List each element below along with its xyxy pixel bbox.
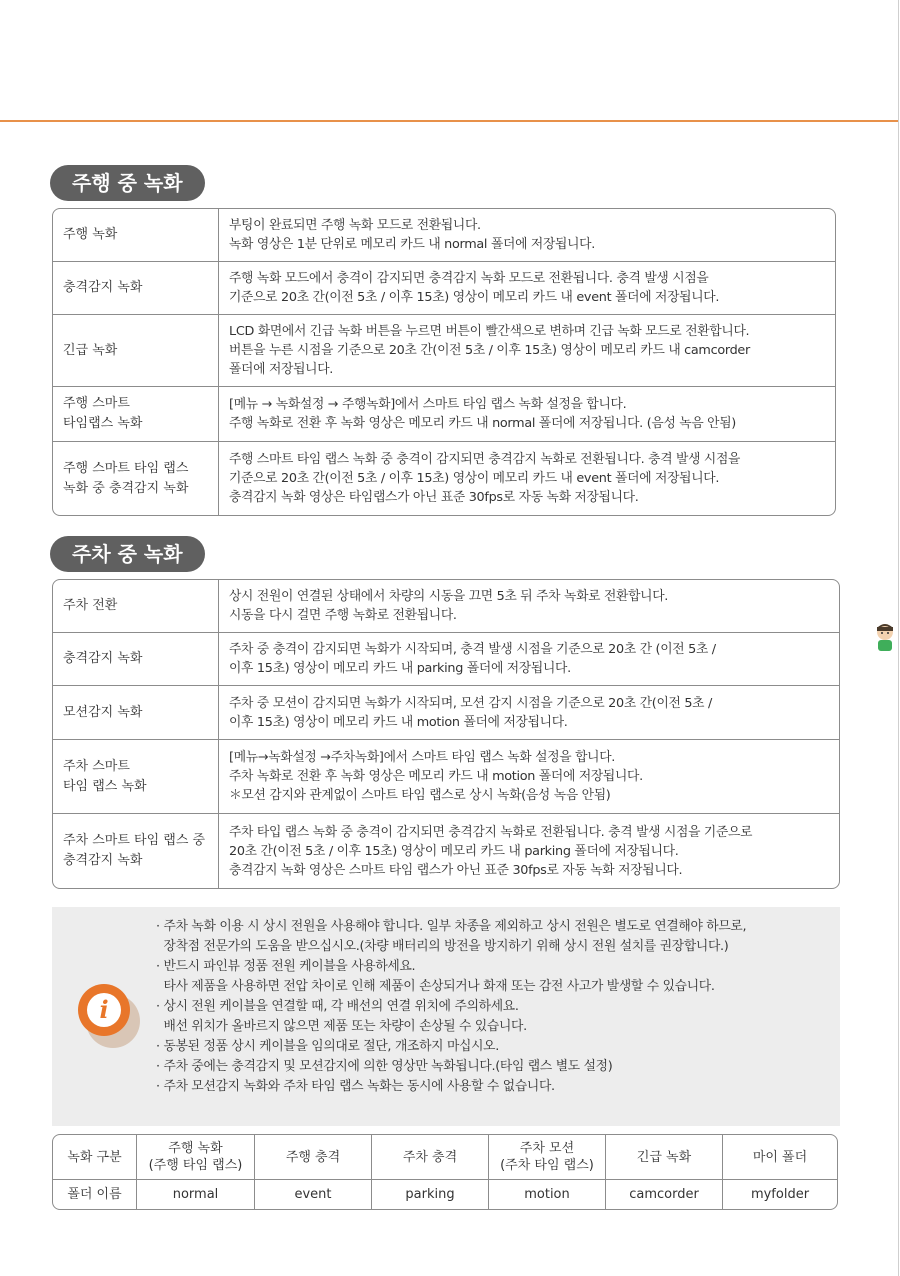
- desc-line: 폴더에 저장됩니다.: [229, 362, 334, 377]
- table-row: [53, 685, 839, 739]
- table-row: [53, 386, 835, 441]
- desc-line: [메뉴 → 녹화설정 → 주행녹화]에서 스마트 타임 랩스 녹화 설정을 합니다.: [229, 397, 627, 412]
- desc-line: 주차 녹화로 전환 후 녹화 영상은 메모리 카드 내 motion 폴더에 저장됩니다.: [229, 769, 643, 784]
- header-cell: 마이 폴더: [752, 1149, 808, 1165]
- folder-table: [52, 1134, 838, 1210]
- desc-line: 시동을 다시 걸면 주행 녹화로 전환됩니다.: [229, 608, 457, 623]
- row-description: [219, 814, 839, 888]
- note-line: 장착점 전문가의 도움을 받으십시오.(차량 배터리의 방전을 방지하기 위해 상시 전원 설치를 권장합니다.): [156, 939, 729, 954]
- value-cell: motion: [489, 1180, 606, 1209]
- desc-line: 주행 녹화 모드에서 충격이 감지되면 충격감지 녹화 모드로 전환됩니다. 충격 발생 시점을: [229, 271, 709, 286]
- table-row: [53, 739, 839, 813]
- row-label: 주행 스마트 타임 랩스 녹화 중 충격감지 녹화: [53, 442, 219, 515]
- row-label: 주행 스마트 타임랩스 녹화: [53, 387, 219, 441]
- table-row: [53, 209, 835, 261]
- desc-line: 기준으로 20초 간(이전 5초 / 이후 15초) 영상이 메모리 카드 내 event 폴더에 저장됩니다.: [229, 290, 720, 305]
- value-cell: event: [255, 1180, 372, 1209]
- desc-line: 주차 타입 랩스 녹화 중 충격이 감지되면 충격감지 녹화로 전환됩니다. 충격 발생 시점을 기준으로: [229, 824, 753, 840]
- row-description: [219, 387, 835, 441]
- row-description: [219, 315, 835, 386]
- row-description: [219, 740, 839, 813]
- note-line: · 주차 중에는 충격감지 및 모션감지에 의한 영상만 녹화됩니다.(타임 랩스 별도 설정): [156, 1059, 613, 1074]
- desc-line: 기준으로 20초 간(이전 5초 / 이후 15초) 영상이 메모리 카드 내 event 폴더에 저장됩니다.: [229, 471, 720, 486]
- value-cell: normal: [137, 1180, 255, 1209]
- row-label: 모션감지 녹화: [53, 686, 219, 739]
- desc-line: [메뉴→녹화설정 →주차녹화]에서 스마트 타임 랩스 녹화 설정을 합니다.: [229, 750, 616, 765]
- table-row: [53, 813, 839, 888]
- row-label: 주차 스마트 타임 랩스 녹화: [53, 740, 219, 813]
- note-line: 배선 위치가 올바르지 않으면 제품 또는 차량이 손상될 수 있습니다.: [156, 1019, 527, 1034]
- value-cell: 폴더 이름: [53, 1180, 137, 1209]
- info-icon-letter: i: [87, 993, 121, 1027]
- header-cell: 주차 모션 (주차 타임 랩스): [489, 1135, 606, 1179]
- desc-line: 주차 중 충격이 감지되면 녹화가 시작되며, 충격 발생 시점을 기준으로 20초 간 (이전 5초 /: [229, 642, 716, 657]
- desc-line: LCD 화면에서 긴급 녹화 버튼을 누르면 버튼이 빨간색으로 변하며 긴급 녹화 모드로 전환합니다.: [229, 324, 750, 339]
- desc-line: 주행 스마트 타임 랩스 녹화 중 충격이 감지되면 충격감지 녹화로 전환됩니다. 충격 발생 시점을: [229, 452, 741, 467]
- row-description: [219, 209, 835, 261]
- desc-line: 20초 간(이전 5초 / 이후 15초) 영상이 메모리 카드 내 parking 폴더에 저장됩니다.: [229, 843, 679, 859]
- desc-line: 충격감지 녹화 영상은 타임랩스가 아닌 표준 30fps로 자동 녹화 저장됩니다.: [229, 490, 639, 505]
- row-description: [219, 686, 839, 739]
- note-line: 타사 제품을 사용하면 전압 차이로 인해 제품이 손상되거나 화재 또는 감전 사고가 발생할 수 있습니다.: [156, 979, 715, 994]
- note-line: · 동봉된 정품 상시 케이블을 임의대로 절단, 개조하지 마십시오.: [156, 1039, 499, 1054]
- note-line: · 주차 모션감지 녹화와 주차 타임 랩스 녹화는 동시에 사용할 수 없습니다.: [156, 1079, 555, 1094]
- table-row: [53, 632, 839, 685]
- info-icon: [78, 984, 130, 1036]
- value-cell: parking: [372, 1180, 489, 1209]
- header-cell: 녹화 구분: [53, 1135, 137, 1179]
- desc-line: 부팅이 완료되면 주행 녹화 모드로 전환됩니다.: [229, 218, 481, 233]
- driving-section-title: 주행 중 녹화: [50, 165, 205, 201]
- row-label: 주차 전환: [53, 580, 219, 632]
- folder-table-values: [53, 1180, 837, 1209]
- row-description: [219, 580, 839, 632]
- table-row: [53, 580, 839, 632]
- row-description: [219, 633, 839, 685]
- desc-line: 녹화 영상은 1분 단위로 메모리 카드 내 normal 폴더에 저장됩니다.: [229, 237, 595, 252]
- page-edge: [898, 0, 899, 1276]
- parking-table: [52, 579, 840, 889]
- header-cell: 주차 충격: [372, 1135, 489, 1179]
- desc-line: 상시 전원이 연결된 상태에서 차량의 시동을 끄면 5초 뒤 주차 녹화로 전환합니다.: [229, 589, 669, 604]
- value-cell: camcorder: [606, 1180, 723, 1209]
- header-cell: 주행 녹화 (주행 타임 랩스): [137, 1135, 255, 1179]
- desc-line: ＊모션 감지와 관계없이 스마트 타임 랩스로 상시 녹화(음성 녹음 안됨): [229, 788, 611, 803]
- notes-box: [52, 907, 840, 1126]
- header-divider: [0, 120, 898, 122]
- desc-line: 이후 15초) 영상이 메모리 카드 내 motion 폴더에 저장됩니다.: [229, 714, 568, 730]
- notes-list: [156, 917, 836, 1097]
- header-cell: 주행 충격: [255, 1135, 372, 1179]
- desc-line: 버튼을 누른 시점을 기준으로 20초 간(이전 5초 / 이후 15초) 영상이 메모리 카드 내 camcorder: [229, 343, 750, 358]
- row-label: 충격감지 녹화: [53, 262, 219, 314]
- note-line: · 상시 전원 케이블을 연결할 때, 각 배선의 연결 위치에 주의하세요.: [156, 999, 519, 1014]
- table-row: [53, 261, 835, 314]
- parking-section-title: 주차 중 녹화: [50, 536, 205, 572]
- note-line: · 반드시 파인뷰 정품 전원 케이블을 사용하세요.: [156, 959, 416, 974]
- header-cell: 긴급 녹화: [606, 1135, 723, 1179]
- desc-line: 이후 15초) 영상이 메모리 카드 내 parking 폴더에 저장됩니다.: [229, 661, 571, 676]
- table-row: [53, 314, 835, 386]
- desc-line: 주차 중 모션이 감지되면 녹화가 시작되며, 모션 감지 시점을 기준으로 20초 간(이전 5초 /: [229, 695, 713, 711]
- note-line: · 주차 녹화 이용 시 상시 전원을 사용해야 합니다. 일부 차종을 제외하고 상시 전원은 별도로 연결해야 하므로,: [156, 919, 747, 934]
- row-description: [219, 262, 835, 314]
- row-description: [219, 442, 835, 515]
- folder-table-header: [53, 1135, 837, 1180]
- mascot-icon: [872, 622, 898, 652]
- table-row: [53, 441, 835, 515]
- row-label: 충격감지 녹화: [53, 633, 219, 685]
- driving-table: [52, 208, 836, 516]
- desc-line: 충격감지 녹화 영상은 스마트 타임 랩스가 아닌 표준 30fps로 자동 녹화 저장됩니다.: [229, 862, 683, 878]
- desc-line: 주행 녹화로 전환 후 녹화 영상은 메모리 카드 내 normal 폴더에 저장됩니다. (음성 녹음 안됨): [229, 416, 736, 431]
- row-label: 주행 녹화: [53, 209, 219, 261]
- value-cell: myfolder: [750, 1187, 810, 1202]
- row-label: 주차 스마트 타임 랩스 중 충격감지 녹화: [53, 814, 219, 888]
- row-label: 긴급 녹화: [53, 315, 219, 386]
